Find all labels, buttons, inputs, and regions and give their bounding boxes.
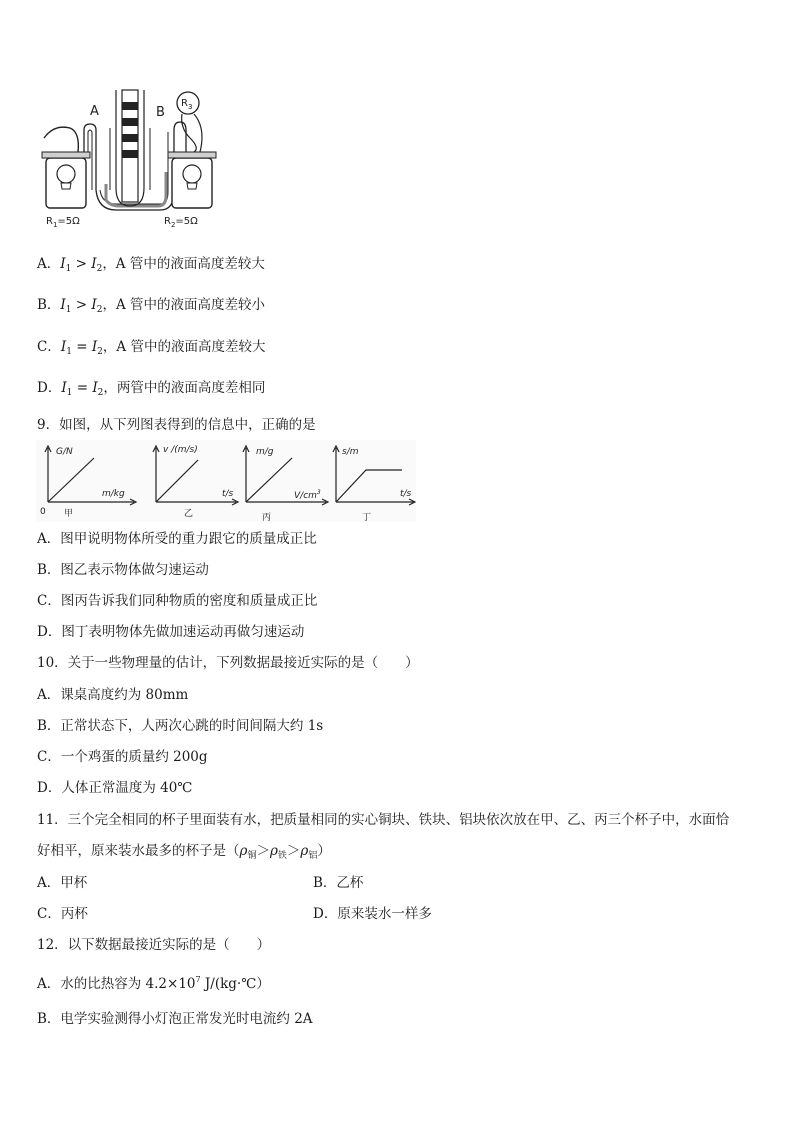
label-r2-sub: 2 (170, 221, 176, 229)
g3-xlabel-sup: 3 (316, 489, 321, 496)
q11-option-b: B．乙杯 (313, 875, 364, 891)
g1-origin: 0 (40, 507, 46, 517)
svg-text:V/cm3 (294, 489, 321, 501)
q9-option-a: A．图甲说明物体所受的重力跟它的质量成正比 (37, 531, 317, 547)
q8-option-d: D．$I_1 = I_2$，两管中的液面高度差相同 (37, 380, 266, 398)
q9-option-c: C．图丙告诉我们同种物质的密度和质量成正比 (37, 593, 318, 609)
q11-option-a: A．甲杯 (37, 875, 88, 891)
g4-xlabel: t/s (400, 489, 412, 499)
q9-stem: 9．如图，从下列图表得到的信息中，正确的是 (37, 417, 316, 433)
svg-text:R2=5Ω (164, 216, 198, 229)
q11-option-c: C．丙杯 (37, 906, 88, 922)
q12-option-a: A．水的比热容为 $4.2\times 10^7$ J/(kg·℃） (37, 975, 270, 992)
g3-xlabel: V/cm (294, 491, 317, 501)
g4-ylabel: s/m (342, 447, 359, 457)
svg-text:R1=5Ω (46, 216, 80, 229)
q9-option-d: D．图丁表明物体先做加速运动再做匀速运动 (37, 624, 305, 640)
g3-name: 丙 (262, 513, 272, 523)
label-b: B (156, 105, 165, 120)
g1-ylabel: G/N (56, 447, 73, 457)
g4-name: 丁 (362, 513, 372, 523)
label-r2: R (164, 216, 171, 227)
q10-option-a: A．课桌高度约为 80mm (37, 687, 189, 703)
label-r2-val: =5Ω (175, 216, 198, 227)
label-r1-sub: 1 (52, 221, 58, 229)
label-r3: R (181, 98, 188, 109)
q10-option-d: D．人体正常温度为 40℃ (37, 780, 193, 796)
g2-xlabel: t/s (222, 489, 234, 499)
label-r3-sub: 3 (187, 103, 193, 111)
g2-ylabel: v /(m/s) (163, 445, 198, 455)
q8-option-a: A．$I_1 > I_2$，A 管中的液面高度差较大 (37, 256, 265, 274)
q12-stem: 12．以下数据最接近实际的是（ ） (37, 937, 271, 953)
label-r1-val: =5Ω (57, 216, 80, 227)
g1-xlabel: m/kg (102, 489, 125, 499)
label-a: A (90, 104, 99, 119)
g2-name: 乙 (184, 509, 194, 519)
q8-option-c: C．$I_1 = I_2$，A 管中的液面高度差较大 (37, 339, 266, 357)
q12-option-b: B．电学实验测得小灯泡正常发光时电流约 2A (37, 1011, 313, 1027)
label-r1: R (46, 216, 53, 227)
q10-option-c: C．一个鸡蛋的质量约 200g (37, 749, 208, 765)
circuit-heating-figure (40, 88, 230, 230)
q11-stem-line2: 好相平，原来装水最多的杯子是$(\rho_铜>\rho_铁>\rho_铝)$ (37, 843, 331, 861)
q10-stem: 10．关于一些物理量的估计，下列数据最接近实际的是（ ） (37, 655, 419, 671)
q11-stem-line1: 11．三个完全相同的杯子里面装有水，把质量相同的实心铜块、铁块、铝块依次放在甲、乙、丙三个杯子中，水面恰 (37, 812, 730, 828)
q9-option-b: B．图乙表示物体做匀速运动 (37, 562, 209, 578)
q11-option-d: D．原来装水一样多 (313, 906, 432, 922)
q9-graphs (36, 440, 416, 524)
q10-option-b: B．正常状态下，人两次心跳的时间间隔大约 1s (37, 718, 324, 734)
g3-ylabel: m/g (256, 447, 274, 457)
g1-name: 甲 (64, 509, 74, 519)
q8-option-b: B．$I_1 > I_2$，A 管中的液面高度差较小 (37, 297, 266, 315)
